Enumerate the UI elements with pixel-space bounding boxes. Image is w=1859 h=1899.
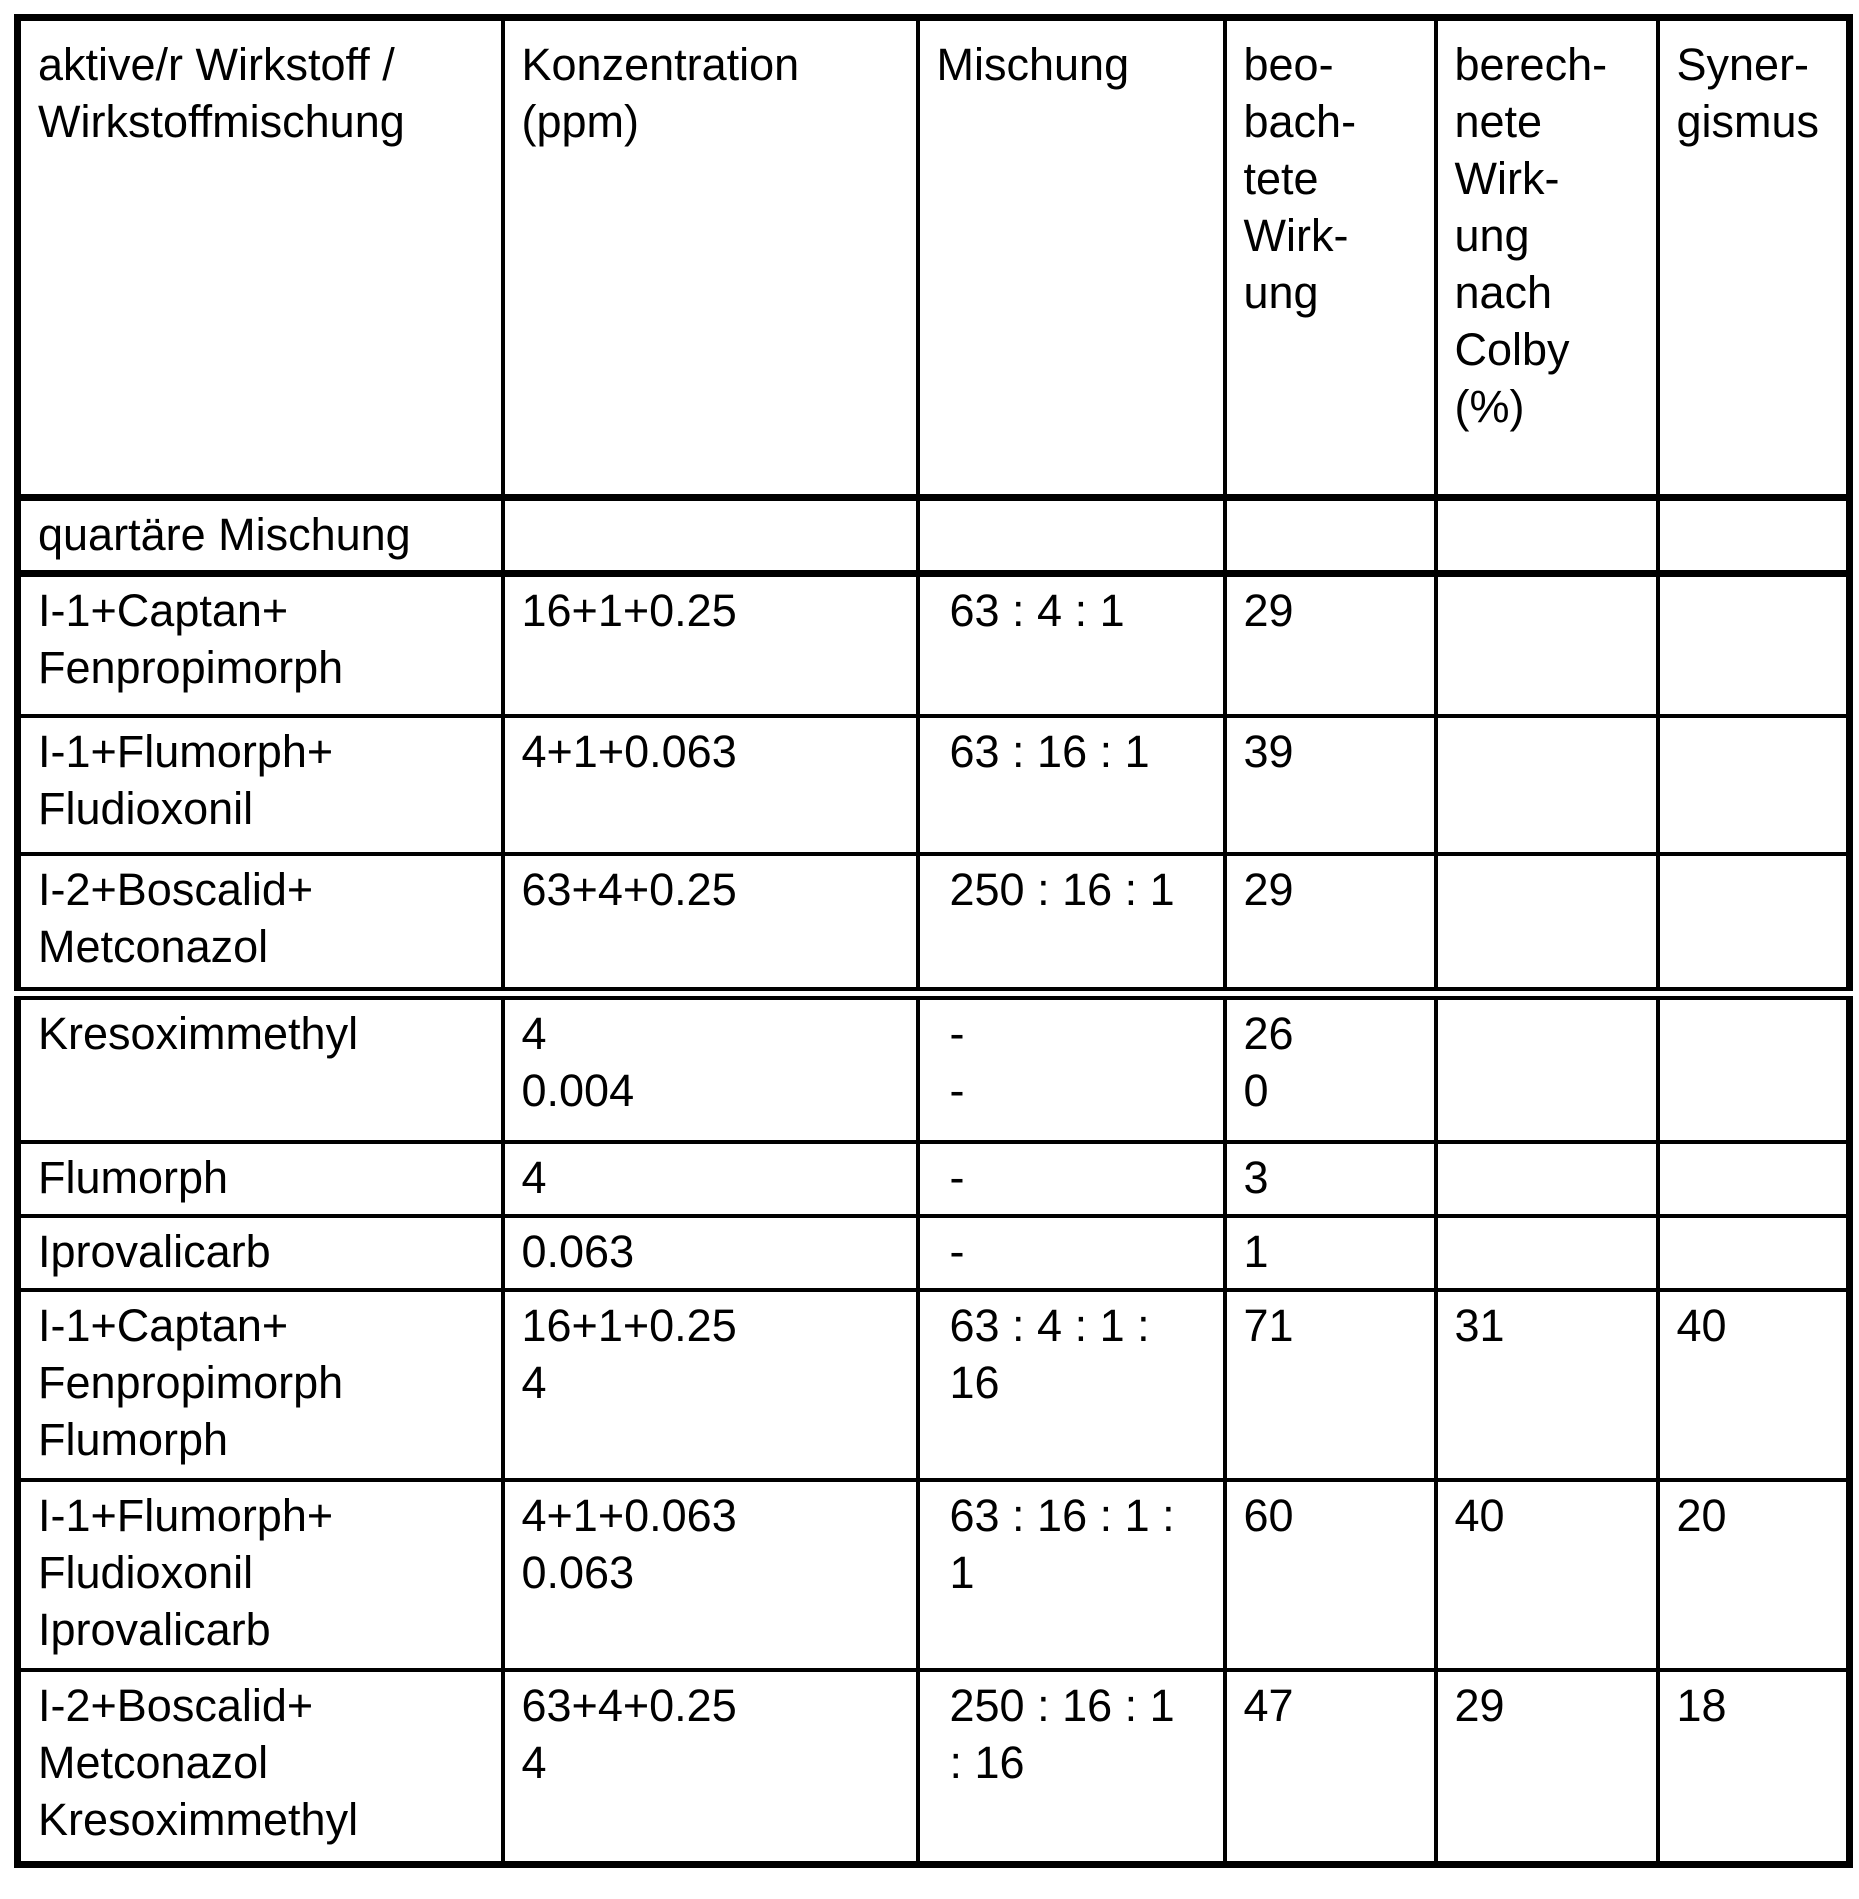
header-cell-substance — [18, 18, 503, 498]
cell-content — [1660, 1292, 1847, 1361]
cell-content — [21, 577, 501, 703]
body-cell-observed — [1225, 716, 1436, 854]
cell-text: Metconazol — [38, 920, 269, 972]
cell-text: Flumorph — [38, 1151, 229, 1203]
cell-text: 4+1+0.063 — [521, 725, 737, 777]
header-text: tete — [1243, 153, 1319, 204]
body-cell-synergism — [1658, 994, 1850, 1142]
cell-text: 16 — [949, 1356, 1000, 1408]
body-cell-concentration — [503, 854, 918, 994]
cell-text: - — [949, 1151, 965, 1203]
body-cell-mixture — [918, 574, 1225, 716]
cell-content — [1227, 501, 1434, 513]
header-text: nach — [1454, 267, 1553, 318]
cell-content — [21, 501, 501, 570]
cell-text: 0.063 — [521, 1225, 635, 1277]
cell-content — [1227, 1672, 1434, 1741]
table-row — [18, 716, 1850, 854]
cell-content — [1660, 21, 1847, 157]
cell-content — [920, 1144, 1223, 1213]
header-cell-mixture — [918, 18, 1225, 498]
cell-text: Flumorph — [38, 1413, 229, 1465]
body-cell-observed — [1225, 1142, 1436, 1216]
header-text: (%) — [1454, 381, 1525, 432]
body-cell-observed — [1225, 994, 1436, 1142]
body-cell-synergism — [1658, 1670, 1850, 1865]
cell-text: 16+1+0.25 — [521, 1299, 737, 1351]
header-text: berech- — [1454, 39, 1608, 90]
header-text: Colby — [1454, 324, 1570, 375]
cell-content — [920, 718, 1223, 787]
body-cell-calculated — [1436, 716, 1658, 854]
header-text: Wirk- — [1454, 153, 1560, 204]
cell-content — [1438, 856, 1656, 868]
cell-content — [505, 577, 916, 646]
header-text: Mischung — [936, 39, 1130, 90]
body-cell-mixture — [918, 1290, 1225, 1480]
body-cell-synergism — [1658, 1290, 1850, 1480]
cell-content — [21, 1292, 501, 1475]
cell-text: 3 — [1243, 1151, 1269, 1203]
cell-text: 63 : 16 : 1 : — [949, 1489, 1175, 1541]
cell-text: 29 — [1454, 1679, 1505, 1731]
header-cell-concentration — [503, 18, 918, 498]
cell-text: I-2+Boscalid+ — [38, 863, 314, 915]
cell-text: Fludioxonil — [38, 782, 254, 834]
cell-content — [920, 1292, 1223, 1418]
cell-content — [21, 1144, 501, 1213]
cell-content — [1227, 1218, 1434, 1287]
cell-content — [505, 856, 916, 925]
cell-content — [1227, 1144, 1434, 1213]
cell-text: 0 — [1243, 1065, 1269, 1116]
body-cell-observed — [1225, 1480, 1436, 1670]
body-cell-substance — [18, 854, 503, 994]
body-cell-synergism — [1658, 498, 1850, 574]
cell-text: 63+4+0.25 — [521, 863, 737, 915]
table-row — [18, 1480, 1850, 1670]
table-row — [18, 1670, 1850, 1865]
cell-content — [505, 1000, 916, 1126]
cell-content — [1660, 1144, 1847, 1156]
body-cell-mixture — [918, 1216, 1225, 1290]
cell-text: 4 — [521, 1736, 547, 1788]
body-cell-concentration — [503, 574, 918, 716]
cell-text: I-1+Flumorph+ — [38, 725, 334, 777]
cell-text: I-2+Boscalid+ — [38, 1679, 314, 1731]
body-cell-synergism — [1658, 1216, 1850, 1290]
body-cell-substance — [18, 1290, 503, 1480]
body-cell-calculated — [1436, 854, 1658, 994]
cell-text: 250 : 16 : 1 — [949, 863, 1175, 915]
body-cell-calculated — [1436, 574, 1658, 716]
cell-text: 63 : 4 : 1 : — [949, 1299, 1150, 1351]
body-cell-substance — [18, 1670, 503, 1865]
cell-content — [505, 718, 916, 787]
cell-text: 1 — [1243, 1225, 1269, 1277]
cell-text: 60 — [1243, 1489, 1294, 1541]
header-text: ung — [1454, 210, 1530, 261]
body-cell-concentration — [503, 1480, 918, 1670]
cell-content — [1227, 718, 1434, 787]
body-cell-mixture — [918, 994, 1225, 1142]
body-cell-observed — [1225, 574, 1436, 716]
cell-content — [1438, 1482, 1656, 1551]
body-cell-substance — [18, 574, 503, 716]
table-row — [18, 574, 1850, 716]
cell-content — [505, 1292, 916, 1418]
cell-content — [21, 1482, 501, 1665]
cell-text: quartäre Mischung — [38, 509, 411, 560]
body-cell-substance — [18, 716, 503, 854]
cell-content — [21, 1000, 501, 1069]
cell-content — [920, 1218, 1223, 1287]
cell-text: Iprovalicarb — [38, 1225, 271, 1277]
body-cell-substance — [18, 1142, 503, 1216]
cell-content — [1227, 1482, 1434, 1551]
header-text: bach- — [1243, 96, 1357, 147]
cell-content — [1438, 501, 1656, 513]
cell-text: : 16 — [949, 1736, 1025, 1788]
cell-content — [1438, 1672, 1656, 1741]
cell-text: 47 — [1243, 1679, 1294, 1731]
body-cell-mixture — [918, 1142, 1225, 1216]
cell-content — [21, 1672, 501, 1855]
table-row — [18, 994, 1850, 1142]
header-text: beo- — [1243, 39, 1334, 90]
body-cell-mixture — [918, 498, 1225, 574]
body-cell-concentration — [503, 1290, 918, 1480]
table-row — [18, 498, 1850, 574]
cell-text: 63+4+0.25 — [521, 1679, 737, 1731]
body-cell-mixture — [918, 1670, 1225, 1865]
cell-text: I-1+Flumorph+ — [38, 1489, 334, 1541]
body-cell-synergism — [1658, 1142, 1850, 1216]
cell-text: 18 — [1676, 1679, 1727, 1731]
body-cell-observed — [1225, 1290, 1436, 1480]
cell-text: 20 — [1676, 1489, 1727, 1541]
cell-content — [1438, 577, 1656, 589]
table-row — [18, 1290, 1850, 1480]
cell-text: Fludioxonil — [38, 1546, 254, 1598]
header-row — [18, 18, 1850, 498]
body-cell-concentration — [503, 1216, 918, 1290]
cell-content — [1438, 1218, 1656, 1230]
cell-text: 0.063 — [521, 1546, 635, 1598]
body-cell-concentration — [503, 716, 918, 854]
cell-text: 40 — [1454, 1489, 1505, 1541]
body-cell-concentration — [503, 1670, 918, 1865]
cell-content — [1438, 21, 1656, 442]
body-cell-substance — [18, 1480, 503, 1670]
body-cell-observed — [1225, 498, 1436, 574]
mixture-table — [14, 14, 1853, 1868]
cell-text: - — [949, 1008, 965, 1059]
cell-text: 31 — [1454, 1299, 1505, 1351]
cell-content — [1227, 577, 1434, 646]
cell-content — [1660, 501, 1847, 513]
body-cell-observed — [1225, 1670, 1436, 1865]
cell-text: Fenpropimorph — [38, 642, 344, 693]
cell-content — [920, 856, 1223, 925]
cell-content — [1660, 1482, 1847, 1551]
cell-content — [21, 718, 501, 844]
body-cell-calculated — [1436, 1670, 1658, 1865]
header-text: Konzentration — [521, 39, 800, 90]
body-cell-mixture — [918, 716, 1225, 854]
cell-content — [920, 501, 1223, 513]
cell-content — [505, 1672, 916, 1798]
cell-text: 4 — [521, 1356, 547, 1408]
header-cell-observed — [1225, 18, 1436, 498]
cell-content — [21, 856, 501, 982]
body-cell-substance — [18, 1216, 503, 1290]
cell-content — [1660, 718, 1847, 730]
header-text: gismus — [1676, 96, 1820, 147]
body-cell-observed — [1225, 854, 1436, 994]
body-cell-synergism — [1658, 716, 1850, 854]
header-text: aktive/r Wirkstoff / — [38, 39, 395, 90]
cell-content — [920, 1000, 1223, 1126]
cell-text: 4 — [521, 1151, 547, 1203]
body-cell-observed — [1225, 1216, 1436, 1290]
header-text: Wirk- — [1243, 210, 1349, 261]
cell-text: 63 : 4 : 1 — [949, 585, 1125, 636]
cell-content — [21, 1218, 501, 1287]
cell-content — [21, 21, 501, 157]
cell-text: I-1+Captan+ — [38, 1299, 289, 1351]
cell-content — [1438, 718, 1656, 730]
cell-text: 16+1+0.25 — [521, 585, 737, 636]
cell-content — [505, 1482, 916, 1608]
cell-content — [1660, 1672, 1847, 1741]
body-cell-synergism — [1658, 1480, 1850, 1670]
header-text: (ppm) — [521, 96, 640, 147]
body-cell-calculated — [1436, 1480, 1658, 1670]
cell-content — [1438, 1292, 1656, 1361]
body-cell-calculated — [1436, 1216, 1658, 1290]
header-cell-calculated — [1436, 18, 1658, 498]
body-cell-synergism — [1658, 854, 1850, 994]
header-cell-synergism — [1658, 18, 1850, 498]
body-cell-concentration — [503, 498, 918, 574]
cell-content — [505, 1218, 916, 1287]
cell-text: 39 — [1243, 725, 1294, 777]
cell-text: - — [949, 1225, 965, 1277]
cell-content — [920, 1482, 1223, 1608]
body-cell-calculated — [1436, 498, 1658, 574]
cell-content — [920, 577, 1223, 646]
cell-text: 250 : 16 : 1 — [949, 1679, 1175, 1731]
cell-text: 0.004 — [521, 1065, 635, 1116]
cell-text: Iprovalicarb — [38, 1603, 271, 1655]
body-cell-mixture — [918, 1480, 1225, 1670]
header-text: nete — [1454, 96, 1543, 147]
cell-text: Kresoximmethyl — [38, 1008, 359, 1059]
cell-text: 29 — [1243, 863, 1294, 915]
cell-content — [1227, 1292, 1434, 1361]
cell-text: I-1+Captan+ — [38, 585, 289, 636]
cell-text: Kresoximmethyl — [38, 1793, 359, 1845]
cell-content — [1227, 1000, 1434, 1126]
cell-content — [1660, 1218, 1847, 1230]
cell-text: 40 — [1676, 1299, 1727, 1351]
body-cell-synergism — [1658, 574, 1850, 716]
cell-text: - — [949, 1065, 965, 1116]
table-row — [18, 854, 1850, 994]
cell-text: Fenpropimorph — [38, 1356, 344, 1408]
body-cell-mixture — [918, 854, 1225, 994]
cell-text: 4+1+0.063 — [521, 1489, 737, 1541]
cell-text: 1 — [949, 1546, 975, 1598]
cell-text: 63 : 16 : 1 — [949, 725, 1150, 777]
cell-content — [1660, 856, 1847, 868]
cell-content — [505, 21, 916, 157]
header-text: ung — [1243, 267, 1319, 318]
header-text: Syner- — [1676, 39, 1810, 90]
cell-text: 29 — [1243, 585, 1294, 636]
body-cell-calculated — [1436, 1142, 1658, 1216]
body-cell-calculated — [1436, 1290, 1658, 1480]
cell-text: 4 — [521, 1008, 547, 1059]
cell-content — [1438, 1144, 1656, 1156]
body-cell-concentration — [503, 1142, 918, 1216]
table-row — [18, 1142, 1850, 1216]
cell-content — [1438, 1000, 1656, 1012]
body-cell-calculated — [1436, 994, 1658, 1142]
cell-content — [505, 501, 916, 513]
cell-text: 26 — [1243, 1008, 1294, 1059]
cell-content — [1660, 577, 1847, 589]
cell-content — [1660, 1000, 1847, 1012]
header-text: Wirkstoffmischung — [38, 96, 405, 147]
cell-content — [920, 21, 1223, 100]
cell-text: Metconazol — [38, 1736, 269, 1788]
cell-content — [1227, 856, 1434, 925]
table-row — [18, 1216, 1850, 1290]
body-cell-substance — [18, 498, 503, 574]
cell-content — [1227, 21, 1434, 328]
cell-text: 71 — [1243, 1299, 1294, 1351]
body-cell-concentration — [503, 994, 918, 1142]
cell-content — [920, 1672, 1223, 1798]
cell-content — [505, 1144, 916, 1213]
body-cell-substance — [18, 994, 503, 1142]
